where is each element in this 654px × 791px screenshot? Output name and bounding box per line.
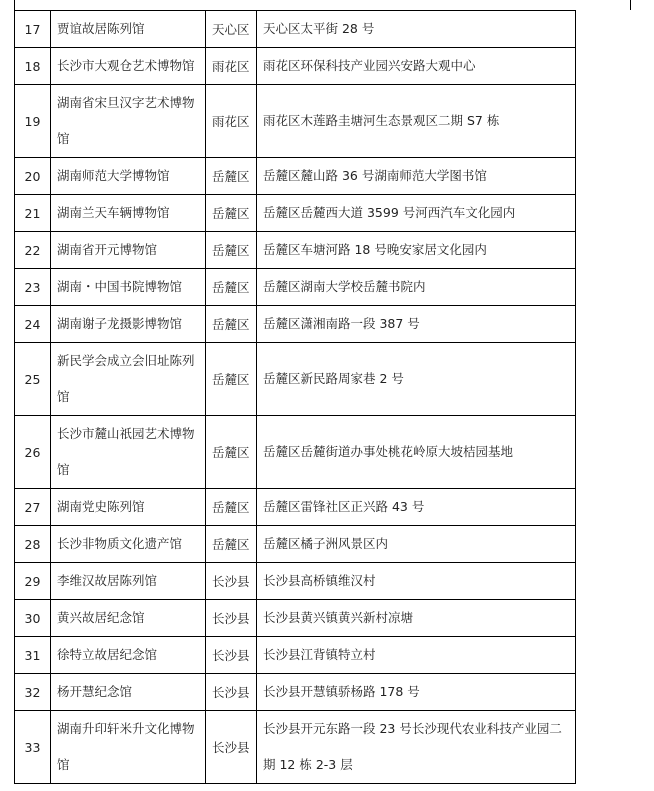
museum-table-container bbox=[14, 10, 576, 784]
district: 天心区 bbox=[206, 11, 257, 48]
row-number: 26 bbox=[15, 416, 51, 489]
museum-name: 湖南・中国书院博物馆 bbox=[51, 269, 206, 306]
district: 岳麓区 bbox=[206, 195, 257, 232]
district: 雨花区 bbox=[206, 48, 257, 85]
museum-name: 湖南升印轩米升文化博物馆 bbox=[51, 711, 206, 784]
address: 岳麓区橘子洲风景区内 bbox=[257, 526, 576, 563]
row-number: 25 bbox=[15, 343, 51, 416]
table-row bbox=[15, 232, 576, 269]
museum-name: 长沙非物质文化遗产馆 bbox=[51, 526, 206, 563]
museum-name: 湖南省宋旦汉字艺术博物馆 bbox=[51, 85, 206, 158]
museum-name: 湖南兰天车辆博物馆 bbox=[51, 195, 206, 232]
row-number: 27 bbox=[15, 489, 51, 526]
row-number: 21 bbox=[15, 195, 51, 232]
row-number: 17 bbox=[15, 11, 51, 48]
museum-name: 长沙市大观仓艺术博物馆 bbox=[51, 48, 206, 85]
museum-name: 湖南谢子龙摄影博物馆 bbox=[51, 306, 206, 343]
address: 长沙县黄兴镇黄兴新村凉塘 bbox=[257, 600, 576, 637]
museum-name: 长沙市麓山祇园艺术博物馆 bbox=[51, 416, 206, 489]
table-row bbox=[15, 637, 576, 674]
table-row bbox=[15, 343, 576, 416]
address: 岳麓区岳麓街道办事处桃花岭原大坡桔园基地 bbox=[257, 416, 576, 489]
table-row bbox=[15, 563, 576, 600]
row-number: 18 bbox=[15, 48, 51, 85]
address: 岳麓区麓山路 36 号湖南师范大学图书馆 bbox=[257, 158, 576, 195]
table-row bbox=[15, 674, 576, 711]
museum-table bbox=[14, 10, 576, 784]
museum-name: 湖南省开元博物馆 bbox=[51, 232, 206, 269]
table-row bbox=[15, 195, 576, 232]
table-row bbox=[15, 306, 576, 343]
table-row bbox=[15, 416, 576, 489]
district: 长沙县 bbox=[206, 711, 257, 784]
museum-name: 新民学会成立会旧址陈列馆 bbox=[51, 343, 206, 416]
address: 长沙县高桥镇维汉村 bbox=[257, 563, 576, 600]
museum-name: 李维汉故居陈列馆 bbox=[51, 563, 206, 600]
museum-name: 徐特立故居纪念馆 bbox=[51, 637, 206, 674]
address: 岳麓区雷锋社区正兴路 43 号 bbox=[257, 489, 576, 526]
address: 天心区太平街 28 号 bbox=[257, 11, 576, 48]
row-number: 24 bbox=[15, 306, 51, 343]
address: 长沙县江背镇特立村 bbox=[257, 637, 576, 674]
district: 岳麓区 bbox=[206, 489, 257, 526]
district: 岳麓区 bbox=[206, 158, 257, 195]
table-row bbox=[15, 11, 576, 48]
district: 雨花区 bbox=[206, 85, 257, 158]
row-number: 30 bbox=[15, 600, 51, 637]
address: 岳麓区湖南大学校岳麓书院内 bbox=[257, 269, 576, 306]
museum-name: 湖南师范大学博物馆 bbox=[51, 158, 206, 195]
table-row bbox=[15, 48, 576, 85]
table-row bbox=[15, 526, 576, 563]
museum-name: 湖南党史陈列馆 bbox=[51, 489, 206, 526]
address: 岳麓区岳麓西大道 3599 号河西汽车文化园内 bbox=[257, 195, 576, 232]
district: 岳麓区 bbox=[206, 416, 257, 489]
district: 长沙县 bbox=[206, 637, 257, 674]
row-number: 33 bbox=[15, 711, 51, 784]
district: 岳麓区 bbox=[206, 269, 257, 306]
table-row bbox=[15, 158, 576, 195]
museum-name: 杨开慧纪念馆 bbox=[51, 674, 206, 711]
table-row bbox=[15, 85, 576, 158]
district: 岳麓区 bbox=[206, 232, 257, 269]
table-row bbox=[15, 711, 576, 784]
district: 岳麓区 bbox=[206, 306, 257, 343]
row-number: 23 bbox=[15, 269, 51, 306]
address: 长沙县开元东路一段 23 号长沙现代农业科技产业园二期 12 栋 2-3 层 bbox=[257, 711, 576, 784]
address: 雨花区木莲路圭塘河生态景观区二期 S7 栋 bbox=[257, 85, 576, 158]
museum-name: 黄兴故居纪念馆 bbox=[51, 600, 206, 637]
row-number: 29 bbox=[15, 563, 51, 600]
address: 雨花区环保科技产业园兴安路大观中心 bbox=[257, 48, 576, 85]
district: 岳麓区 bbox=[206, 343, 257, 416]
row-number: 31 bbox=[15, 637, 51, 674]
address: 岳麓区车塘河路 18 号晚安家居文化园内 bbox=[257, 232, 576, 269]
row-number: 22 bbox=[15, 232, 51, 269]
table-row bbox=[15, 489, 576, 526]
table-row bbox=[15, 600, 576, 637]
museum-name: 贾谊故居陈列馆 bbox=[51, 11, 206, 48]
address: 岳麓区新民路周家巷 2 号 bbox=[257, 343, 576, 416]
district: 长沙县 bbox=[206, 563, 257, 600]
museum-table-body bbox=[15, 11, 576, 784]
district: 长沙县 bbox=[206, 674, 257, 711]
row-number: 32 bbox=[15, 674, 51, 711]
district: 长沙县 bbox=[206, 600, 257, 637]
table-top-continuation bbox=[14, 0, 631, 10]
district: 岳麓区 bbox=[206, 526, 257, 563]
row-number: 19 bbox=[15, 85, 51, 158]
row-number: 20 bbox=[15, 158, 51, 195]
address: 长沙县开慧镇骄杨路 178 号 bbox=[257, 674, 576, 711]
row-number: 28 bbox=[15, 526, 51, 563]
address: 岳麓区潇湘南路一段 387 号 bbox=[257, 306, 576, 343]
table-row bbox=[15, 269, 576, 306]
